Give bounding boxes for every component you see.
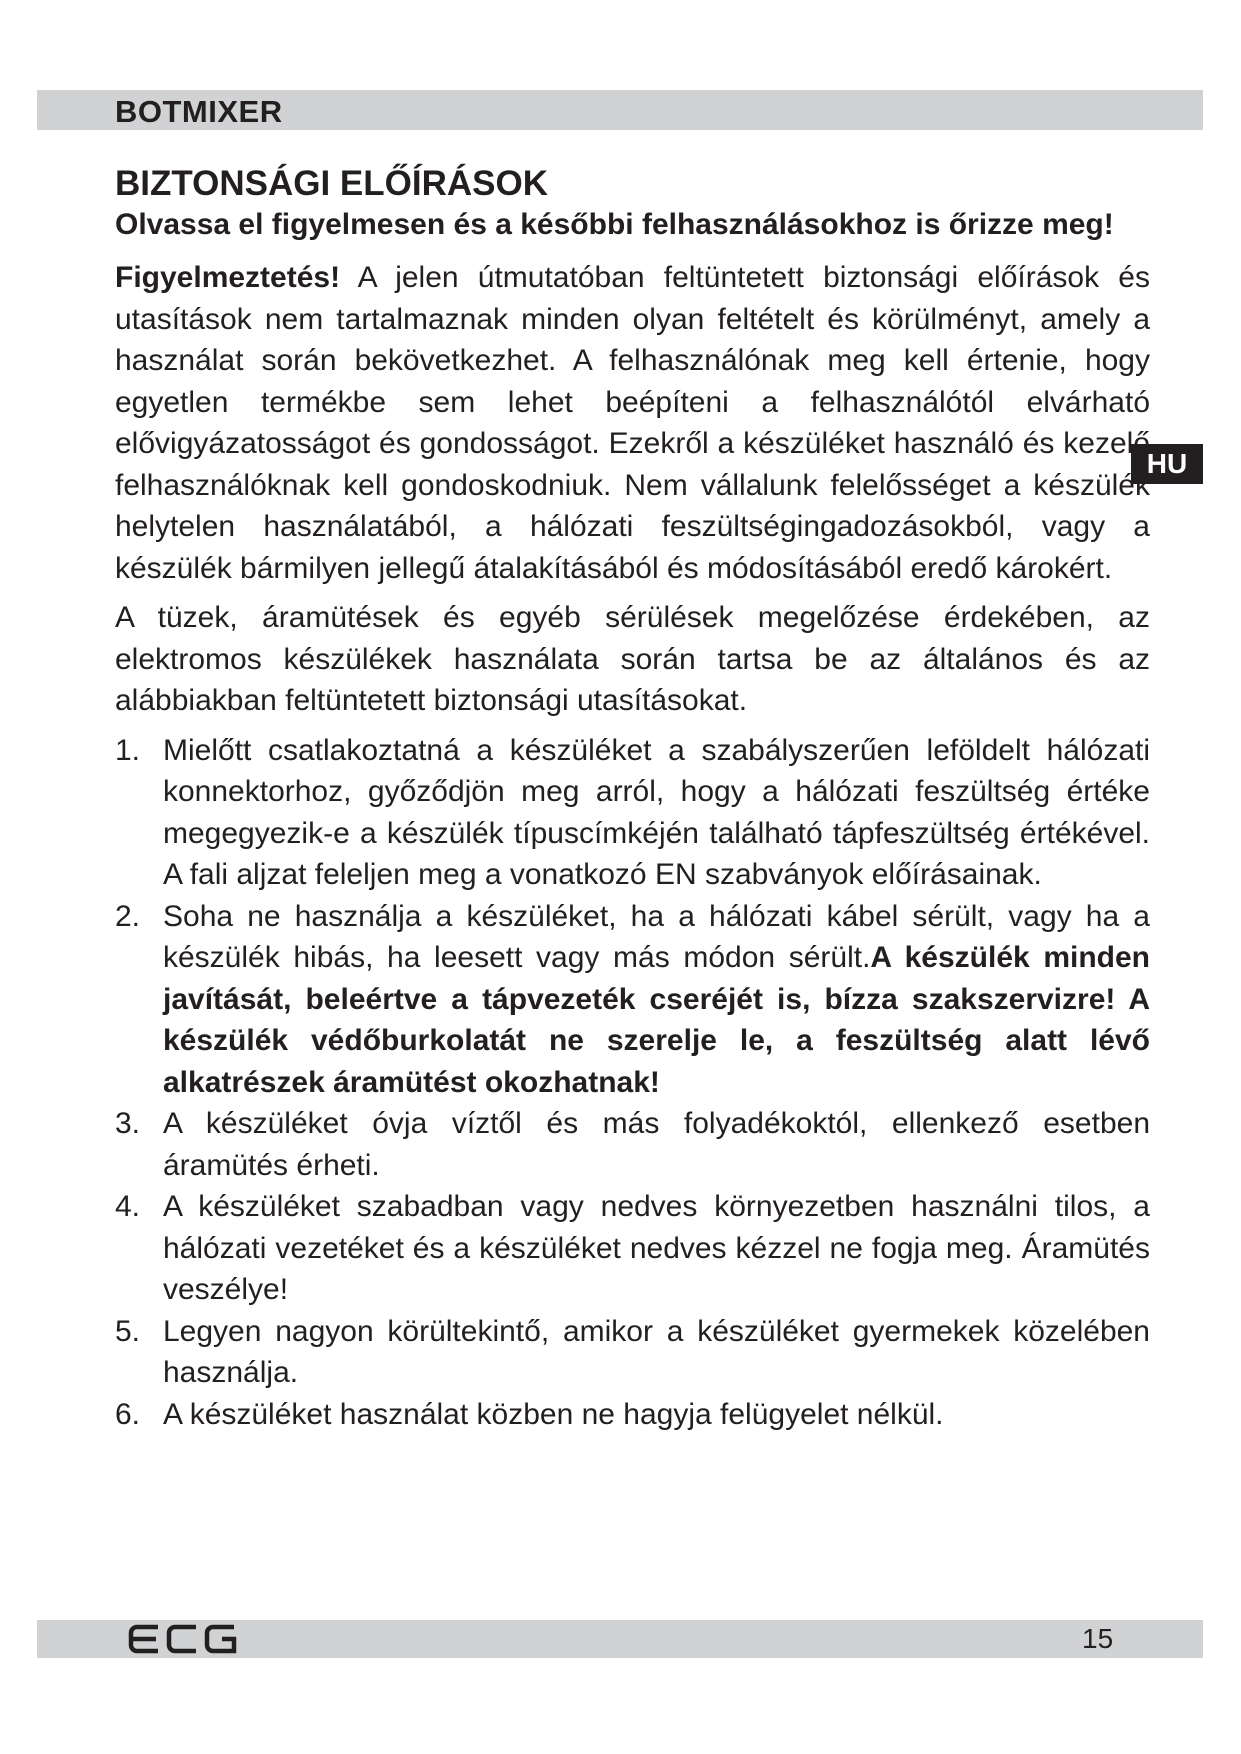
safety-list [115, 730, 1150, 1436]
intro-paragraph: A tüzek, áramütések és egyéb sérülések megelőzése érdekében, az elektromos készülékek használata során tartsa be az általános és az alábbiakban feltüntetett biztonsági utasításokat. [115, 601, 1150, 717]
page-content [115, 162, 1150, 1435]
list-item: 1. Mielőtt csatlakoztatná a készüléket a szabályszerűen leföldelt hálózati konnektorhoz, győződjön meg arról, hogy a hálózati feszültség értéke megegyezik-e a készülék típuscímkéjén található tápfeszültség értékével. A fali aljzat feleljen meg a vonatkozó EN szabványok előírásainak. [115, 733, 1150, 891]
bold-warning: A készülék minden javítását, beleértve a tápvezeték cseréjét is, bízza szakszervizre! A készülék védőburkolatát ne szerelje le, a feszültség alatt lévő alkatrészek áramütést okozhatnak! [163, 941, 1150, 1099]
section-subtitle: Olvassa el figyelmesen és a későbbi felhasználásokhoz is őrizze meg! [115, 208, 1114, 241]
header-product-name: BOTMIXER [115, 94, 283, 129]
list-item: 4. A készüléket szabadban vagy nedves környezetben használni tilos, a hálózati vezetéket és a készüléket nedves kézzel ne fogja meg. Áramütés veszélye! [115, 1190, 1150, 1306]
header-bar [37, 90, 1203, 130]
list-item: 2. Soha ne használja a készüléket, ha a hálózati kábel sérült, vagy ha a készülék hibás, ha leesett vagy más módon sérült.A készülék minden javítását, beleértve a tápvezeték cseréjét is, bízza szakszervizre! A készülék védőburkolatát ne szerelje le, a feszültség alatt lévő alkatrészek áramütést okozhatnak! [115, 899, 1150, 1099]
warning-text: A jelen útmutatóban feltüntetett biztonsági előírások és utasítások nem tartalmaznak minden olyan feltételt és körülményt, amely a használat során bekövetkezhet. A felhasználónak meg kell értenie, hogy egyetlen termékbe sem lehet beépíteni a felhasználótól elvárható elővigyázatosságot és gondosságot. Ezekről a készüléket használó és kezelő felhasználóknak kell gondoskodniuk. Nem vállalunk felelősséget a készülék helytelen használatából, a hálózati feszültségingadozásokból, vagy a készülék bármilyen jellegű átalakításából és módosításából eredő károkért. [115, 261, 1150, 585]
list-item: 3. A készüléket óvja víztől és más folyadékoktól, ellenkező esetben áramütés érheti. [115, 1107, 1150, 1182]
ecg-logo [128, 1624, 248, 1654]
warning-paragraph [115, 257, 1150, 589]
section-title: BIZTONSÁGI ELŐÍRÁSOK [115, 164, 548, 203]
list-item: 6. A készüléket használat közben ne hagyja felügyelet nélkül. [115, 1397, 944, 1431]
page-number: 15 [1082, 1623, 1114, 1654]
language-tab: HU [1131, 444, 1203, 484]
warning-label: Figyelmeztetés! [115, 261, 341, 294]
list-item: 5. Legyen nagyon körültekintő, amikor a készüléket gyermekek közelében használja. [115, 1314, 1150, 1389]
